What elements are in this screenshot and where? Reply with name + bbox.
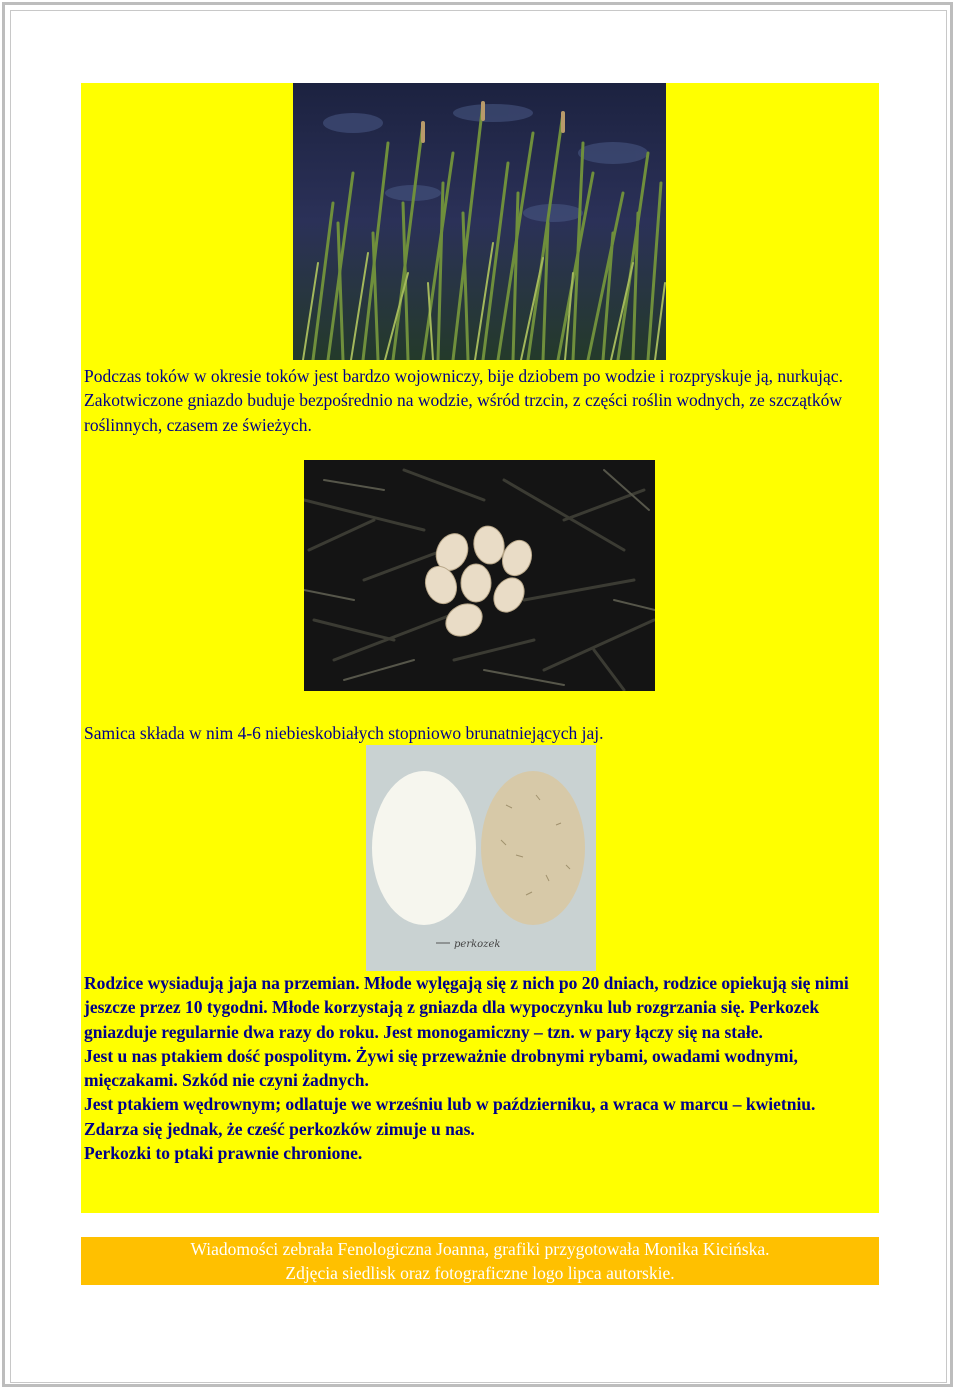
credits-line-2: Zdjęcia siedlisk oraz fotograficzne logo lipca autorskie. <box>285 1263 675 1283</box>
brown-egg-shape <box>481 771 585 925</box>
egg-illustration <box>366 745 596 971</box>
credits-line-1: Wiadomości zebrała Fenologiczna Joanna, grafiki przygotowała Monika Kicińska. <box>190 1239 770 1259</box>
paragraph-courtship-nest: Podczas toków w okresie toków jest bardzo wojowniczy, bije dziobem po wodzie i rozpryskuje ją, nurkując. Zakotwiczone gniazdo buduje bezpośrednio na wodzie, wśród trzcin, z części roślin wodnych, ze szczątków roślinnych, czasem ze świeżych. <box>84 366 843 435</box>
reeds-photo <box>293 83 666 360</box>
paragraph-eggs: Samica składa w nim 4-6 niebieskobiałych stopniowo brunatniejących jaj. <box>84 723 604 743</box>
nest-photo <box>304 460 655 691</box>
description-line: Perkozki to ptaki prawnie chronione. <box>84 1143 363 1164</box>
paragraph-description <box>84 971 874 1165</box>
egg-label: perkozek <box>454 939 501 950</box>
content-panel <box>81 83 879 1213</box>
description-line: Jest ptakiem wędrownym; odlatuje we wrześniu lub w październiku, a wraca w marcu – kwietniu. Zdarza się jednak, że cześć perkozków zimuje u nas. <box>84 1094 816 1139</box>
white-egg-shape <box>372 771 476 925</box>
credits-footer <box>81 1237 879 1285</box>
description-line: Rodzice wysiadują jaja na przemian. Młode wylęgają się z nich po 20 dniach, rodzice opiekują się nimi jeszcze przez 10 tygodni. Młode korzystają z gniazda dla wypoczynku lub rozgrzania się. Perkozek gniazduje regularnie dwa razy do roku. Jest monogamiczny – tzn. w pary łączy się na stałe. <box>84 973 849 1042</box>
description-line: Jest u nas ptakiem dość pospolitym. Żywi się przeważnie drobnymi rybami, owadami wodnymi, mięczakami. Szkód nie czyni żadnych. <box>84 1045 798 1091</box>
